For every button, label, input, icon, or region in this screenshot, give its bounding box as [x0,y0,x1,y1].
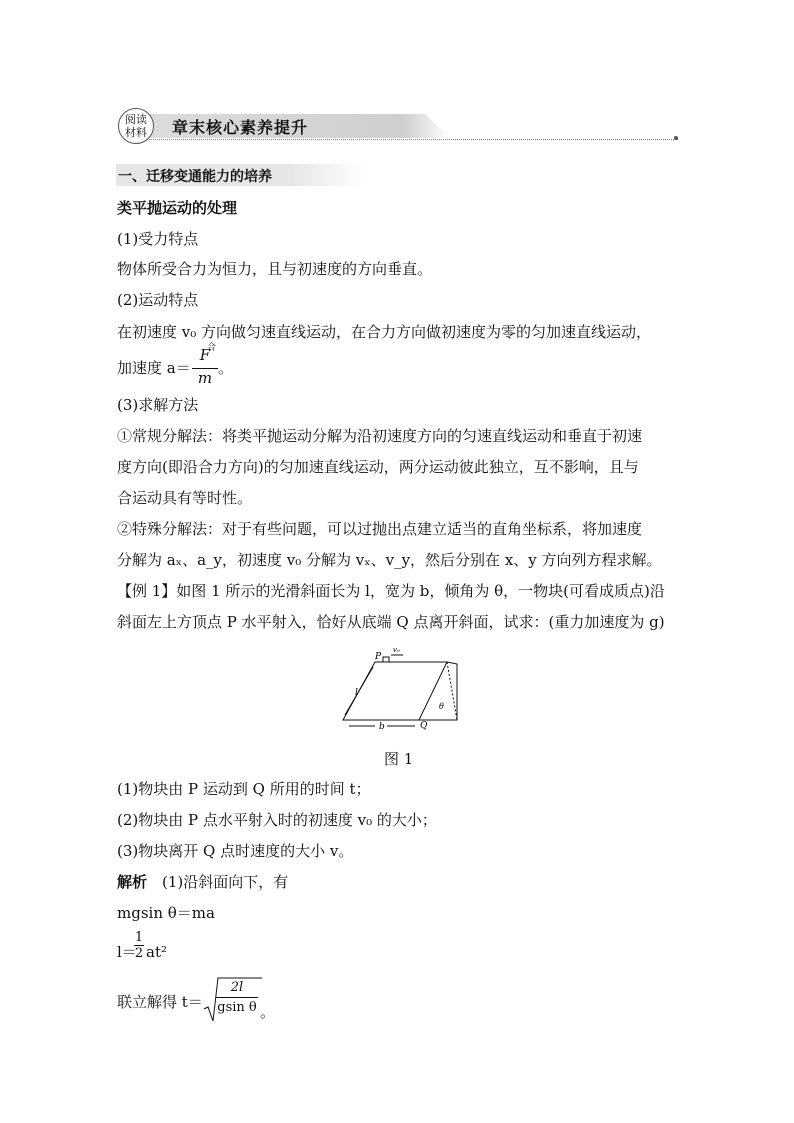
header-rule [140,139,678,140]
equation-2-lead: l＝ [117,943,137,961]
label-theta: θ [439,702,444,711]
chapter-title: 章末核心素养提升 [172,118,309,137]
frac-sub: 合 [207,343,217,353]
block [383,657,389,662]
incline-figure [335,640,465,735]
line-8: 度方向(即沿合力方向)的匀加速直线运动，两分运动彼此独立，互不影响，且与 [117,458,639,476]
equation-3-lead: 联立解得 t＝ [117,993,203,1011]
chapter-header [118,104,678,140]
incline-diagram [335,640,465,735]
section-heading [116,164,366,186]
sqrt-num: 2l [230,980,244,995]
l-dim-line [345,667,373,715]
topic-title: 类平抛运动的处理 [117,199,238,217]
sqrt-fraction [216,980,258,1015]
line-7: ①常规分解法：将类平抛运动分解为沿初速度方向的匀速直线运动和垂直于初速 [117,427,643,445]
solution-line-1: (1)沿斜面向下，有 [162,873,289,891]
line-10: ②特殊分解法：对于有些问题，可以过抛出点建立适当的直角坐标系，将加速度 [117,520,643,538]
line-13: 斜面左上方顶点 P 水平射入，恰好从底端 Q 点离开斜面，试求：(重力加速度为 g) [117,613,665,631]
label-P: P [375,652,382,662]
label-v0: v₀ [393,646,400,654]
solution-label: 解析 [117,873,148,891]
half-fraction [134,930,144,961]
label-b: b [379,722,385,732]
equation-3-end: 。 [260,1003,276,1021]
line-5-lead: 加速度 a＝ [117,359,191,377]
badge-bottom-text: 材料 [125,126,147,139]
line-4: 在初速度 v₀ 方向做匀速直线运动，在合力方向做初速度为零的匀加速直线运动， [117,323,652,341]
equation-2-end: at² [146,943,167,961]
reading-material-badge [118,108,154,144]
line-2: 物体所受合力为恒力，且与初速度的方向垂直。 [117,260,433,278]
header-rule-end [674,136,678,140]
line-6: (3)求解方法 [117,396,199,414]
section-title: 一、迁移变通能力的培养 [118,169,272,185]
line-5-end: 。 [218,359,234,377]
frac-num: F [199,346,211,364]
half-num: 1 [134,930,144,945]
frac-den: m [197,369,213,387]
equation-1: mgsin θ＝ma [117,904,215,922]
question-2: (2)物块由 P 点水平射入时的初速度 v₀ 的大小； [117,811,437,829]
incline-hidden-edge [447,662,457,720]
question-1: (1)物块由 P 运动到 Q 所用的时间 t； [117,780,371,798]
line-3: (2)运动特点 [117,291,199,309]
label-l: l [355,688,358,698]
line-11: 分解为 aₓ、a_y，初速度 v₀ 分解为 vₓ、v_y，然后分别在 x、y 方向列方程求解。 [117,551,662,569]
incline-side [419,662,457,720]
accel-fraction [192,343,218,387]
half-den: 2 [134,946,144,961]
label-Q: Q [420,721,428,731]
badge-top-text: 阅读 [125,113,147,126]
line-12: 【例 1】如图 1 所示的光滑斜面长为 l，宽为 b，倾角为 θ，一物块(可看成质点)沿 [117,582,665,600]
question-3: (3)物块离开 Q 点时速度的大小 v。 [117,842,354,860]
line-1: (1)受力特点 [117,230,199,248]
figure-caption: 图 1 [384,750,414,768]
line-9: 合运动具有等时性。 [117,489,253,507]
sqrt-den: gsin θ [217,1000,257,1015]
